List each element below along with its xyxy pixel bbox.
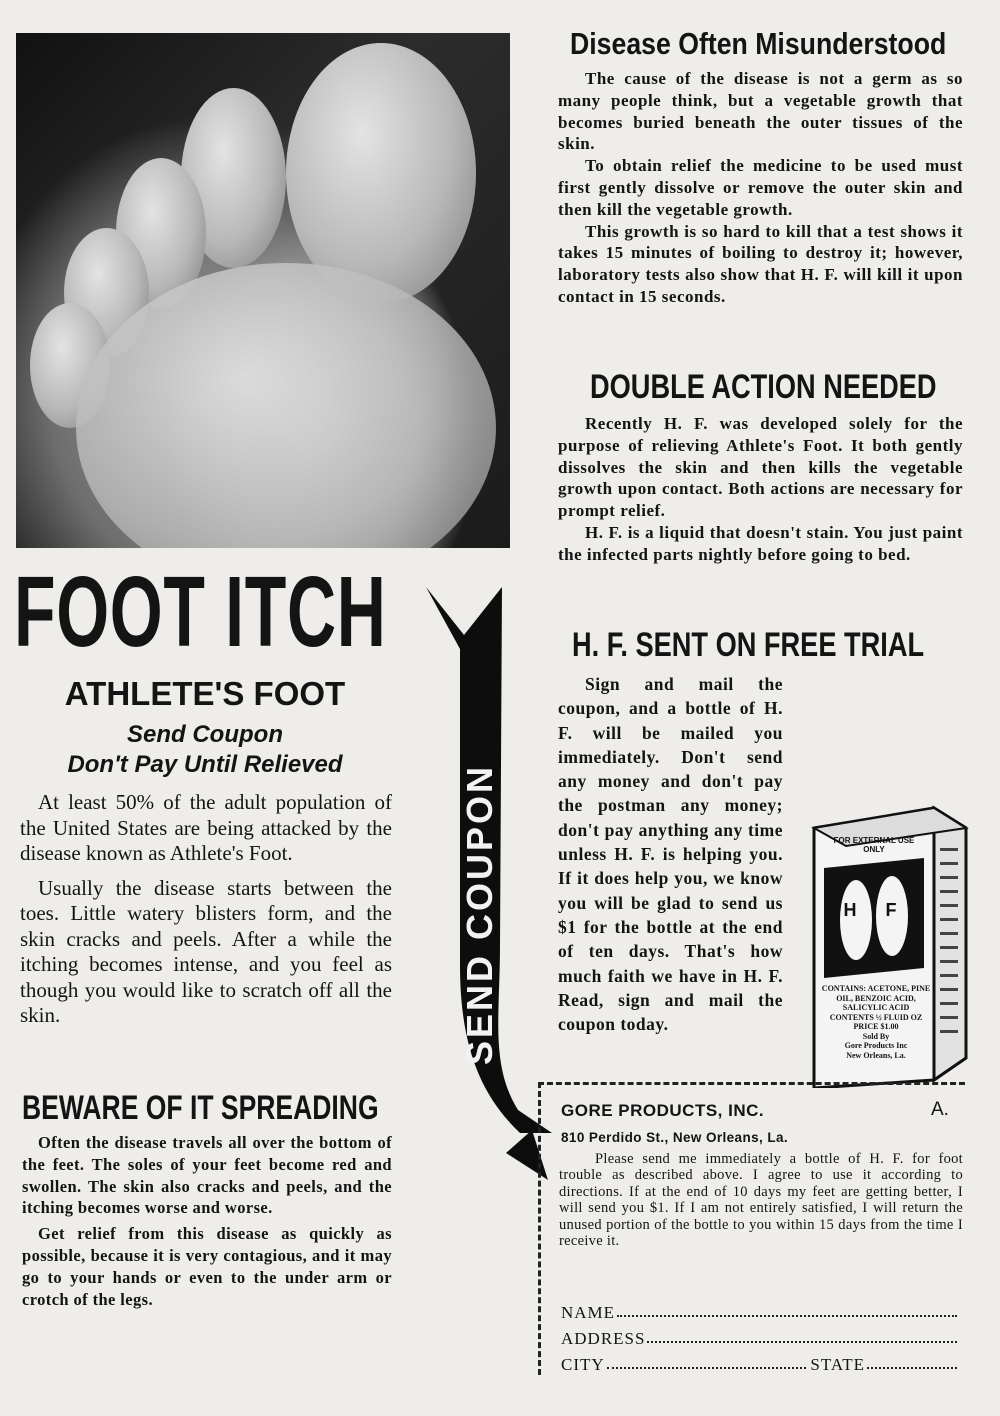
headline-wrap [14,556,394,668]
coupon-company: GORE PRODUCTS, INC. [561,1101,765,1120]
box-maker: Gore Products Inc [844,1041,908,1050]
right-h3-wrap [572,624,972,666]
box-size: CONTENTS ½ FLUID OZ [829,1012,923,1022]
right-paragraph-5: H. F. is a liquid that doesn't stain. You just paint the infected parts nightly before going to bed. [558,522,963,564]
name-label: NAME [561,1303,616,1322]
right-paragraph-4: Recently H. F. was developed solely for the purpose of relieving Athlete's Foot. It both gently dissolves the skin and then kills the vegetable growth upon contact. Both actions are necessary for prompt relief. [558,414,963,521]
city-state-line[interactable] [561,1351,961,1375]
box-price: PRICE $1.00 [853,1022,899,1031]
arrow-label: SEND COUPON [459,763,500,1065]
name-line[interactable] [561,1299,961,1323]
box-top-label: FOR EXTERNAL USE ONLY [833,836,915,854]
box-contents: CONTAINS: ACETONE, PINE OIL, BENZOIC ACID, SALICYLIC ACID [821,984,931,1012]
right-paragraph-3: This growth is so hard to kill that a test shows it takes 15 minutes of boiling to destroy it; however, laboratory tests also show that H. F. will kill it upon contact in 15 seconds. [558,221,963,306]
right-paragraph-2: To obtain relief the medicine to be used must first gently dissolve or remove the outer skin and then kill the vegetable growth. [558,156,963,219]
coupon-address: 810 Perdido St., New Orleans, La. [561,1130,789,1145]
right-block-1 [558,68,963,308]
left-paragraph-2: Usually the disease starts between the toes. Little watery blisters form, and the skin cracks and peels. After a while the itching becomes intense, and you feel as though you would like to scratch off all the skin. [20,875,392,1027]
state-label: STATE [810,1355,865,1374]
double-action-heading: DOUBLE ACTION NEEDED [590,368,937,406]
address-input[interactable] [647,1341,957,1343]
address-line[interactable] [561,1325,961,1349]
name-input[interactable] [617,1315,957,1317]
coupon-body: Please send me immediately a bottle of H. F. for foot trouble as described above. I agree to use it according to directions. If at the end of 10 days my feet are getting better, I will send you $1. If I am not entirely satisfied, I will return the unused portion of the bottle to you within 15 days from the time I receive it. [559,1151,963,1250]
beware-heading: BEWARE OF IT SPREADING [22,1089,379,1127]
city-label: CITY [561,1355,605,1374]
state-input[interactable] [867,1367,957,1369]
headline: FOOT ITCH [14,556,387,668]
box-sold-by: Sold By [862,1031,890,1041]
subheadline: ATHLETE'S FOOT [64,675,346,712]
address-label: ADDRESS [561,1329,646,1348]
right-block-2 [558,413,963,566]
tagline-1: Send Coupon [127,721,283,748]
coupon[interactable] [538,1082,965,1375]
tagline-2: Don't Pay Until Relieved [67,751,343,778]
right-paragraph-6: Sign and mail the coupon, and a bottle of H. F. will be mailed you immediately. Don't send any money and don't pay the postman any money; don't pay anything any time unless H. F. is helping you. If it does help you, we know you will be glad to send us $1 for the bottle at the end of ten days. That's how much faith we have in H. F. Read, sign and mail the coupon today. [558,674,783,1035]
city-input[interactable] [607,1367,807,1369]
foot-photo [16,33,510,548]
coupon-code: A. [931,1099,949,1120]
left-heading-wrap [22,1090,402,1126]
product-box [784,788,974,1088]
box-city: New Orleans, La. [846,1050,906,1060]
right-paragraph-1: The cause of the disease is not a germ as so many people think, but a vegetable growth that becomes buried beneath the outer tissues of the skin. [558,69,963,154]
left-paragraph-1: At least 50% of the adult population of the United States are being attacked by the disease known as Athlete's Foot. [20,790,392,865]
misunderstood-heading: Disease Often Misunderstood [570,26,947,61]
box-logo: H F [843,900,909,920]
left-column-top [20,790,392,1029]
box-label [820,984,932,1060]
left-paragraph-3: Often the disease travels all over the bottom of the feet. The soles of your feet become red and swollen. The skin also cracks and peels, and the itching becomes worse and worse. [22,1133,392,1218]
free-trial-heading: H. F. SENT ON FREE TRIAL [572,626,925,664]
right-h1-wrap [570,24,970,64]
left-paragraph-4: Get relief from this disease as quickly as possible, because it is very contagious, and it may go to your hands or even to the under arm or crotch of the legs. [22,1224,392,1309]
right-h2-wrap [590,366,970,408]
left-column-bottom [22,1132,392,1310]
